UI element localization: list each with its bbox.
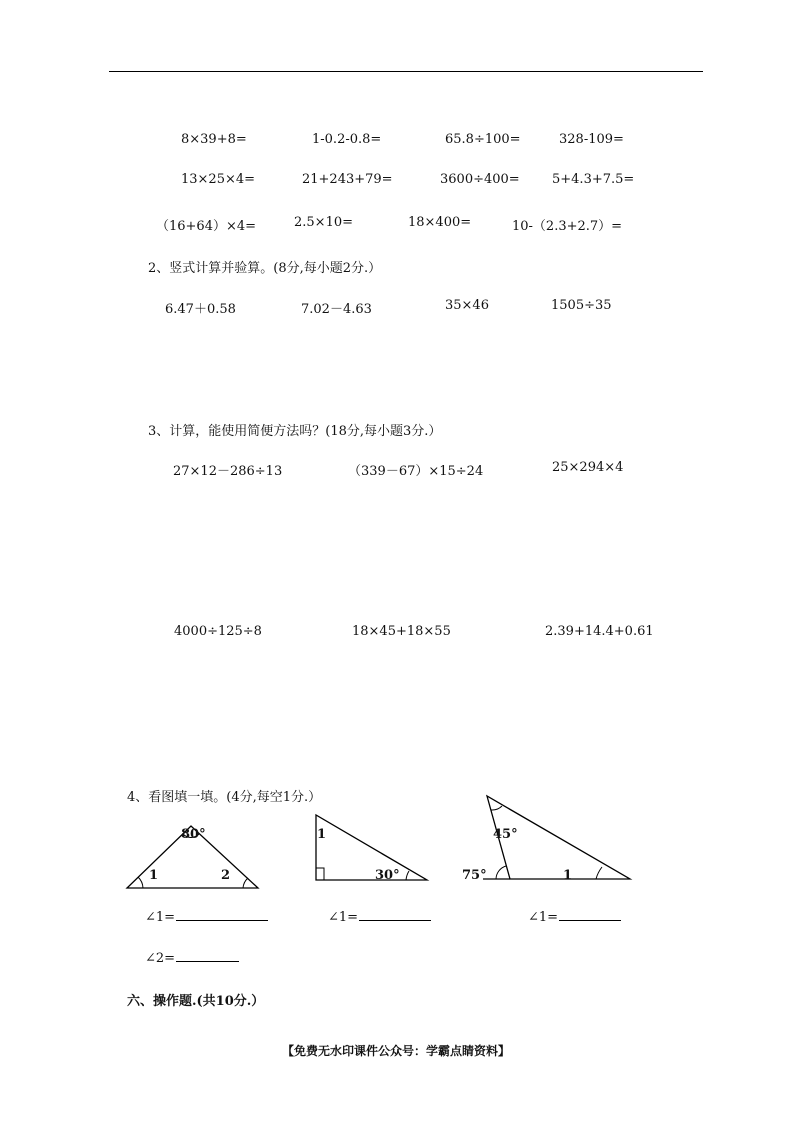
triangle-3-angle-1: 1	[563, 868, 573, 883]
triangle-1-top-angle: 80°	[181, 827, 206, 842]
answer-blank-2[interactable]	[328, 908, 431, 925]
calc-1-4: 328-109=	[559, 132, 624, 147]
section4-heading: 4、看图填一填。(4分,每空1分.）	[127, 790, 322, 805]
triangle-3-angle-45: 45°	[493, 827, 518, 842]
answer-blank-4-label: ∠2=	[145, 951, 176, 966]
calc-2-1: 13×25×4=	[181, 172, 256, 187]
simplify-calc-5: 18×45+18×55	[352, 624, 451, 639]
triangle-1-angle-2: 2	[221, 868, 231, 883]
simplify-calc-2: （339－67）×15÷24	[348, 464, 484, 479]
section3-heading: 3、计算，能使用简便方法吗？(18分,每小题3分.）	[148, 424, 442, 439]
triangle-1	[127, 826, 258, 888]
section2-heading: 2、竖式计算并验算。(8分,每小题2分.）	[148, 261, 382, 276]
calc-3-2: 2.5×10=	[294, 215, 354, 230]
triangle-2-angle-30: 30°	[375, 868, 400, 883]
answer-blank-1-label: ∠1=	[145, 910, 176, 925]
calc-3-4: 10-（2.3+2.7）=	[512, 219, 623, 234]
simplify-calc-1: 27×12－286÷13	[173, 464, 283, 479]
vertical-calc-1: 6.47＋0.58	[165, 302, 236, 317]
answer-line-2[interactable]	[359, 908, 431, 921]
calc-1-1: 8×39+8=	[181, 132, 247, 147]
triangle-3	[462, 796, 630, 883]
calc-1-3: 65.8÷100=	[445, 132, 521, 147]
triangle-2-angle-1: 1	[317, 827, 327, 842]
answer-blank-4[interactable]	[145, 949, 239, 966]
answer-blank-1[interactable]	[145, 908, 268, 925]
calc-1-2: 1-0.2-0.8=	[312, 132, 382, 147]
simplify-calc-3: 25×294×4	[552, 460, 624, 475]
section6-heading: 六、操作题.(共10分.）	[127, 994, 265, 1009]
answer-blank-2-label: ∠1=	[328, 910, 359, 925]
answer-blank-3-label: ∠1=	[528, 910, 559, 925]
calc-2-3: 3600÷400=	[440, 172, 520, 187]
simplify-calc-6: 2.39+14.4+0.61	[545, 624, 654, 639]
answer-blank-3[interactable]	[528, 908, 621, 925]
vertical-calc-3: 35×46	[445, 298, 489, 313]
vertical-calc-4: 1505÷35	[551, 298, 612, 313]
answer-line-3[interactable]	[559, 908, 621, 921]
calc-3-3: 18×400=	[408, 215, 472, 230]
footer-text: 【免费无水印课件公众号：学霸点睛资料】	[282, 1044, 511, 1058]
calc-2-2: 21+243+79=	[302, 172, 393, 187]
calc-2-4: 5+4.3+7.5=	[552, 172, 635, 187]
vertical-calc-2: 7.02－4.63	[301, 302, 372, 317]
triangle-3-angle-75: 75°	[462, 868, 487, 883]
simplify-calc-4: 4000÷125÷8	[174, 624, 262, 639]
calc-3-1: （16+64）×4=	[156, 219, 257, 234]
answer-line-4[interactable]	[176, 949, 239, 962]
triangle-1-angle-1: 1	[149, 868, 159, 883]
answer-line-1[interactable]	[176, 908, 268, 921]
triangle-2	[316, 815, 427, 883]
